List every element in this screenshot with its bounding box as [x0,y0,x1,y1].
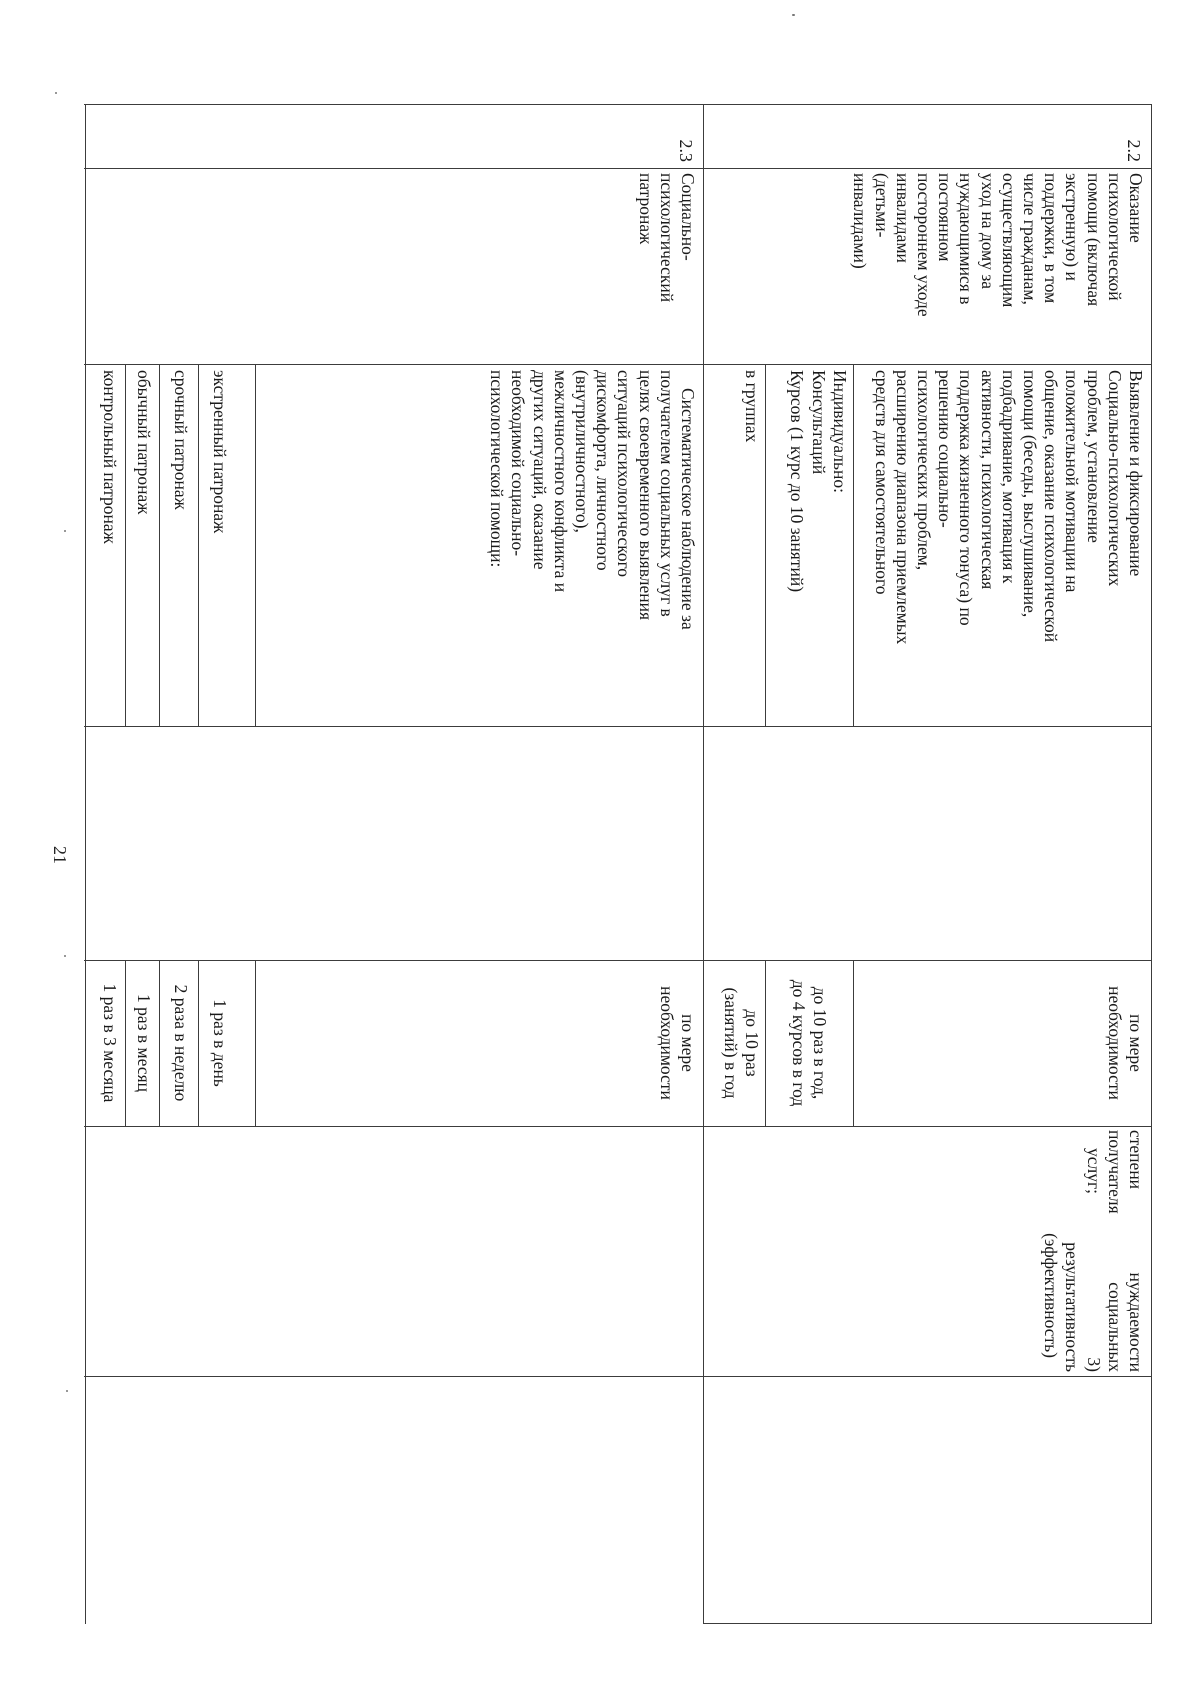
text-line: поддержки, в том [1041,173,1062,304]
text-line: инвалидами) [850,173,871,269]
text-line: осуществляющим [998,173,1019,308]
subrow-divider [765,960,766,1126]
scan-speck [55,92,57,94]
text-line: Социально- [678,173,698,261]
text-line: (внутриличностного), [571,370,592,533]
text-line: (детьми- [871,173,892,238]
form-groups [741,370,762,722]
table-bottom-border [85,104,86,1624]
text-line: Индивидуально: [830,370,850,493]
table-left-border [84,104,1152,105]
service-name [849,173,1146,361]
text-line: (эффективность) [1041,1233,1062,1358]
column-divider-gap [84,960,1152,961]
services-table [84,104,1152,1624]
scan-speck [64,530,66,532]
subrow-divider [853,960,854,1126]
frequency-groups [720,962,762,1124]
text-line: решению социально- [935,370,956,528]
row-number: 2.3 [676,139,696,162]
patronage-frequency: 1 раз в 3 месяца [100,983,120,1103]
column-divider-number [84,168,1152,169]
subrow-divider [159,364,160,726]
text-line: положительной мотивации на [1062,370,1083,593]
table-right-border-row1 [704,1623,1152,1624]
text-line: Курсов (1 курс до 10 занятий) [787,370,807,593]
subrow-divider [255,364,256,726]
text-line: до 10 раз [742,1009,762,1077]
text-line: необходимой социально- [508,370,529,557]
text-line: помощи (включая [1083,173,1104,307]
patronage-type: срочный патронаж [171,370,191,510]
text-line: Оказание [1126,173,1146,243]
column-divider-name [84,364,1152,365]
frequency-main [1104,962,1146,1124]
text-line: психологической помощи: [487,370,508,568]
text-line: подбадривание, мотивация к [998,370,1019,584]
subrow-divider [853,364,854,726]
text-line: услуг; [1083,1148,1104,1195]
text-line: дискомфорта, личностного [593,370,614,571]
service-description [486,370,698,722]
text-line: числе гражданам, [1019,173,1040,305]
text-line: экстренную) и [1062,173,1083,281]
scan-speck [64,955,66,957]
text-line: расширению диапазона приемлемых [892,370,913,645]
text-line: до 10 раз в год, [810,986,830,1100]
page-number: 21 [50,846,70,864]
frequency-main [656,962,698,1124]
text-line: постоянном [935,173,956,262]
row-divider [703,104,704,1624]
text-line: 3) [1083,1357,1104,1372]
patronage-frequency: 1 раз в месяц [134,993,154,1093]
text-line: получателя социальных [1104,1130,1125,1372]
frequency-courses [788,962,830,1124]
assessment-criteria [1040,1130,1146,1372]
text-line: Социально-психологических [1104,370,1125,587]
subrow-divider [198,364,199,726]
subrow-divider [125,960,126,1126]
text-line: необходимости [1104,986,1125,1100]
table-top-border [1151,104,1152,1624]
column-divider-description [84,726,1152,727]
scan-speck [66,1390,68,1392]
column-divider-frequency [84,1126,1152,1127]
text-line: психологических проблем, [913,370,934,571]
text-line: целях своевременного выявления [635,370,656,621]
patronage-frequency: 2 раза в неделю [171,984,191,1102]
scan-speck [792,14,795,16]
text-line: общение, оказание психологической [1041,370,1062,643]
text-line: Систематическое наблюдение за [678,388,698,630]
text-line: межличностного конфликта и [550,370,571,593]
text-line: других ситуаций, оказание [529,370,550,570]
text-line: Выявление и фиксирование [1126,370,1146,577]
service-name [634,173,698,361]
subrow-divider [159,960,160,1126]
text-line: проблем, установление [1083,370,1104,543]
text-line: поддержка жизненного тонуса) по [956,370,977,626]
row-number: 2.2 [1124,139,1144,162]
subrow-divider [198,960,199,1126]
patronage-type: контрольный патронаж [100,370,120,544]
text-line: степени нуждаемости [1126,1130,1146,1372]
subrow-divider [255,960,256,1126]
text-line: до 4 курсов в год [788,979,809,1107]
text-line: помощи (беседы, выслушивание, [1019,370,1040,618]
form-courses [786,370,807,722]
text-line: по мере [1126,1014,1146,1072]
subrow-divider [765,364,766,726]
text-line: инвалидами [892,173,913,263]
text-line: средств для самостоятельного [871,370,892,595]
text-line: постороннем уходе [913,173,934,317]
subrow-divider [125,364,126,726]
text-line: активности, психологическая [977,370,998,590]
text-line: необходимости [656,986,677,1100]
text-line: Консультаций [808,370,829,475]
text-line: уход на дому за [977,173,998,290]
text-line: получателем социальных услуг в [656,370,677,617]
text-line: психологической [1104,173,1125,301]
text-line: в группах [742,370,762,443]
text-line: (занятий) в год [720,987,741,1099]
text-line: патронаж [635,173,656,245]
text-line: по мере [678,1014,698,1072]
service-description [870,370,1146,722]
patronage-type: экстренный патронаж [210,370,230,534]
patronage-frequency: 1 раз в день [210,999,230,1087]
text-line: нуждающимися в [956,173,977,305]
text-line: психологический [656,173,677,303]
text-line: результативность [1062,1242,1083,1372]
form-individual [808,370,850,722]
patronage-type: обычный патронаж [134,370,154,515]
column-divider-criteria [84,1376,1152,1377]
text-line: ситуаций психологического [614,370,635,578]
